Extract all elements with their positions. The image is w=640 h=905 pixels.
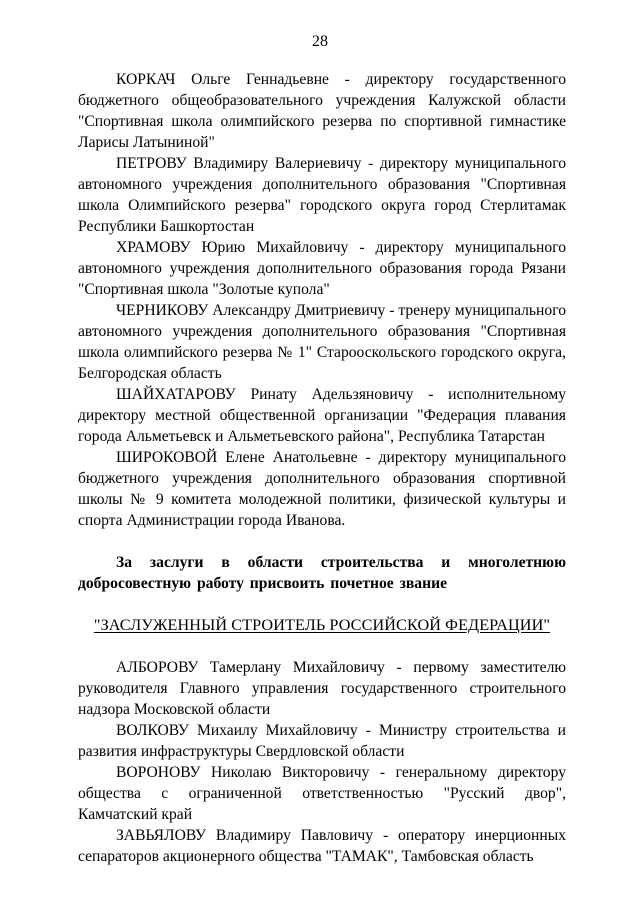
award-entry: ШАЙХАТАРОВУ Ринату Адельзяновичу - исполнительному директору местной общественной организации "Федерация плавания города Альметьевск и Альметьевского района", Республика Татарстан [78,386,566,445]
honorary-title: "ЗАСЛУЖЕННЫЙ СТРОИТЕЛЬ РОССИЙСКОЙ ФЕДЕРАЦИИ" [93,616,551,634]
award-entry: КОРКАЧ Ольге Геннадьевне - директору государственного бюджетного общеобразовательного учреждения Калужской области "Спортивная школа олимпийского резерва по спортивной гимнастике Ларисы Латыниной" [78,71,566,151]
decree-statement: За заслуги в области строительства и многолетнюю добросовестную работу присвоить почетное звание [78,554,566,592]
award-entry: АЛБОРОВУ Тамерлану Михайловичу - первому заместителю руководителя Главного управления государственного строительного надзора Московской области [78,659,566,718]
section-gap [78,594,566,615]
honorary-title-line [78,615,566,636]
award-entry: ЗАВЬЯЛОВУ Владимиру Павловичу - оператору инерционных сепараторов акционерного общества "ТАМАК", Тамбовская область [78,827,566,865]
award-entry: ЧЕРНИКОВУ Александру Дмитриевичу - тренеру муниципального автономного учреждения дополнительного образования "Спортивная школа олимпийского резерва № 1" Старооскольского городского округа, Белгородская область [78,302,566,382]
award-entry: ШИРОКОВОЙ Елене Анатольевне - директору муниципального бюджетного учреждения дополнительного образования спортивной школы № 9 комитета молодежной политики, физической культуры и спорта Администрации города Иванова. [78,449,566,529]
award-entry: ВОЛКОВУ Михаилу Михайловичу - Министру строительства и развития инфраструктуры Свердловской области [78,722,566,760]
section-gap [78,636,566,657]
section-gap [78,531,566,552]
document-body [78,69,566,867]
page-number: 28 [312,33,328,50]
award-entry: ХРАМОВУ Юрию Михайловичу - директору муниципального автономного учреждения дополнительного образования города Рязани "Спортивная школа "Золотые купола" [78,239,566,298]
award-entry: ПЕТРОВУ Владимиру Валериевичу - директору муниципального автономного учреждения дополнительного образования "Спортивная школа Олимпийского резерва" городского округа город Стерлитамак Республики Башкортостан [78,155,566,235]
award-entry: ВОРОНОВУ Николаю Викторовичу - генеральному директору общества с ограниченной ответственностью "Русский двор", Камчатский край [78,764,566,823]
